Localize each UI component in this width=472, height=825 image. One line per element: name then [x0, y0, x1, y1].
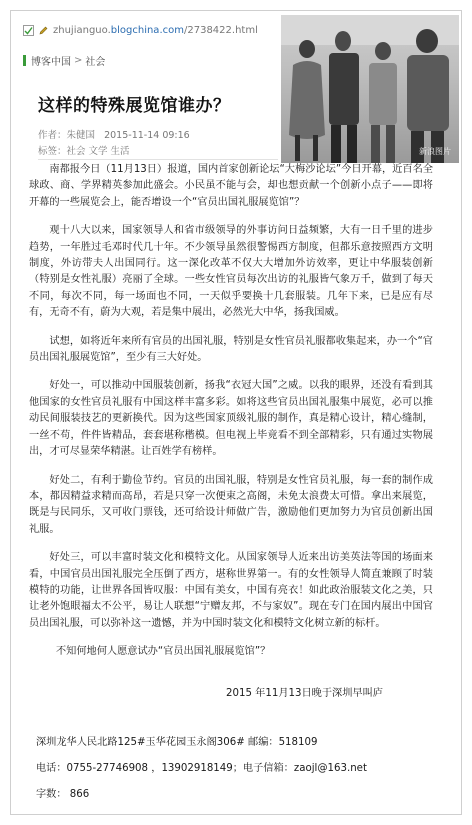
address-bar[interactable] [23, 21, 273, 39]
tags-list[interactable]: 社会 文学 生活 [66, 146, 130, 157]
breadcrumb-separator: > [74, 55, 83, 66]
url-domain: blogchina.com [110, 24, 184, 36]
contact-phone-email: 电话：0755-27746908 ，13902918149；电子信箱：zaojl@163.net [36, 763, 367, 774]
photo-figures [281, 15, 459, 163]
breadcrumb [23, 53, 105, 68]
site-favicon-icon [23, 25, 34, 36]
article-meta-tags [38, 143, 130, 157]
tags-label: 标签： [38, 146, 67, 157]
article-meta-author [38, 127, 190, 141]
paragraph: 试想，如将近年来所有官员的出国礼服，特别是女性官员礼服都收集起来，办一个“官员出国礼服展览馆”，至少有三大好处。 [29, 335, 433, 364]
paragraph: 观十八大以来，国家领导人和省市级领导的外事访问日益频繁，大有一日千里的进步趋势，一年胜过毛邓时代几十年。不少领导虽然很警惕西方制度，但都乐意按照西方文明制度，外访带夫人出国同行。这一深化改革不仅大大增加外访效率，更让中华服装创新（特别是女性礼服）亮丽了全球。一些女性官员每次出访的礼服皆气象万千，做到了每天不同，每次不同，每一场面也不同，一天似乎要换十几套服装。几年下来，已是应有尽有，无奇不有，蔚为大观，若是集中展出，必然光大中华，扬我国威。 [29, 225, 433, 319]
breadcrumb-accent-bar [23, 55, 26, 66]
breadcrumb-item-home[interactable]: 博客中国 [31, 57, 71, 68]
article-body [29, 162, 433, 644]
news-photo [281, 15, 459, 163]
publish-date: 2015-11-14 09:16 [104, 130, 190, 141]
paragraph: 好处三，可以丰富时装文化和模特文化。从国家领导人近来出访美英法等国的场面来看，中国官员出国礼服完全压倒了西方，堪称世界第一。有的女性领导人简直兼顾了时装模特的功能，让世界各国皆叹服：中国有美女，中国有亮衣！如此政治服装文化之美，只让老外饱眼福太不公平，易让人联想“宁赠友邦，不与家奴”。现在专门在国内展出中国官员出国礼服，可以弥补这一遗憾，并为中国时装文化和模特文化树立新的标杆。 [29, 552, 433, 629]
paragraph: 好处二，有利于勤俭节约。官员的出国礼服，特别是女性官员礼服，每一套的制作成本，都因精益求精而高昂，若是只穿一次便束之高阁，未免太浪费太可惜。拿出来展览，既是与民同乐，又可收门票钱，还可给设计师做广告，激励他们更加努力为官员创新出国礼服。 [29, 474, 433, 535]
url-prefix: zhujianguo. [53, 24, 111, 36]
author-label: 作者： [38, 130, 67, 141]
paragraph: 南都报今日（11月13日）报道，国内首家创新论坛“大梅沙论坛”今日开幕，近百名全球政、商、学界精英参加此盛会。小民虽不能与会，却也想贡献一个创新小点子——即将开幕的一些展览会上，能否增设一个“官员出国礼服展览馆”？ [29, 164, 433, 208]
breadcrumb-item-society[interactable]: 社会 [85, 57, 106, 68]
photo-watermark: 新浪图片 [419, 147, 451, 156]
url-path: /2738422.html [183, 24, 258, 36]
paragraph: 好处一，可以推动中国服装创新，扬我“衣冠大国”之威。以我的眼界，还没有看到其他国家的女性官员礼服有中国这样丰富多彩。如将这些官员出国礼服集中展览，必可以推动民间服装技艺的更新换代。因为这些国家顶级礼服的制作，真是精心设计，精心缝制，一丝不苟，件件皆精品，套套堪称楷模。但电视上毕竟看不到全部精彩，只有通过实物展出，才可尽显荣华精湛。让百姓学有榜样。 [29, 380, 433, 458]
word-count: 字数： 866 [36, 789, 90, 800]
signature-line: 2015 年11月13日晚于深圳早叫庐 [226, 688, 383, 699]
article-title: 这样的特殊展览馆谁办？ [38, 96, 231, 116]
author-name[interactable]: 朱健国 [66, 130, 96, 141]
contact-address: 深圳龙华人民北路125#玉华花园玉永阁306# 邮编：518109 [36, 737, 318, 748]
meta-divider [38, 159, 278, 160]
edit-pencil-icon [38, 25, 49, 36]
closing-question: 不知何地何人愿意试办“官员出国礼服展览馆”？ [56, 646, 271, 657]
